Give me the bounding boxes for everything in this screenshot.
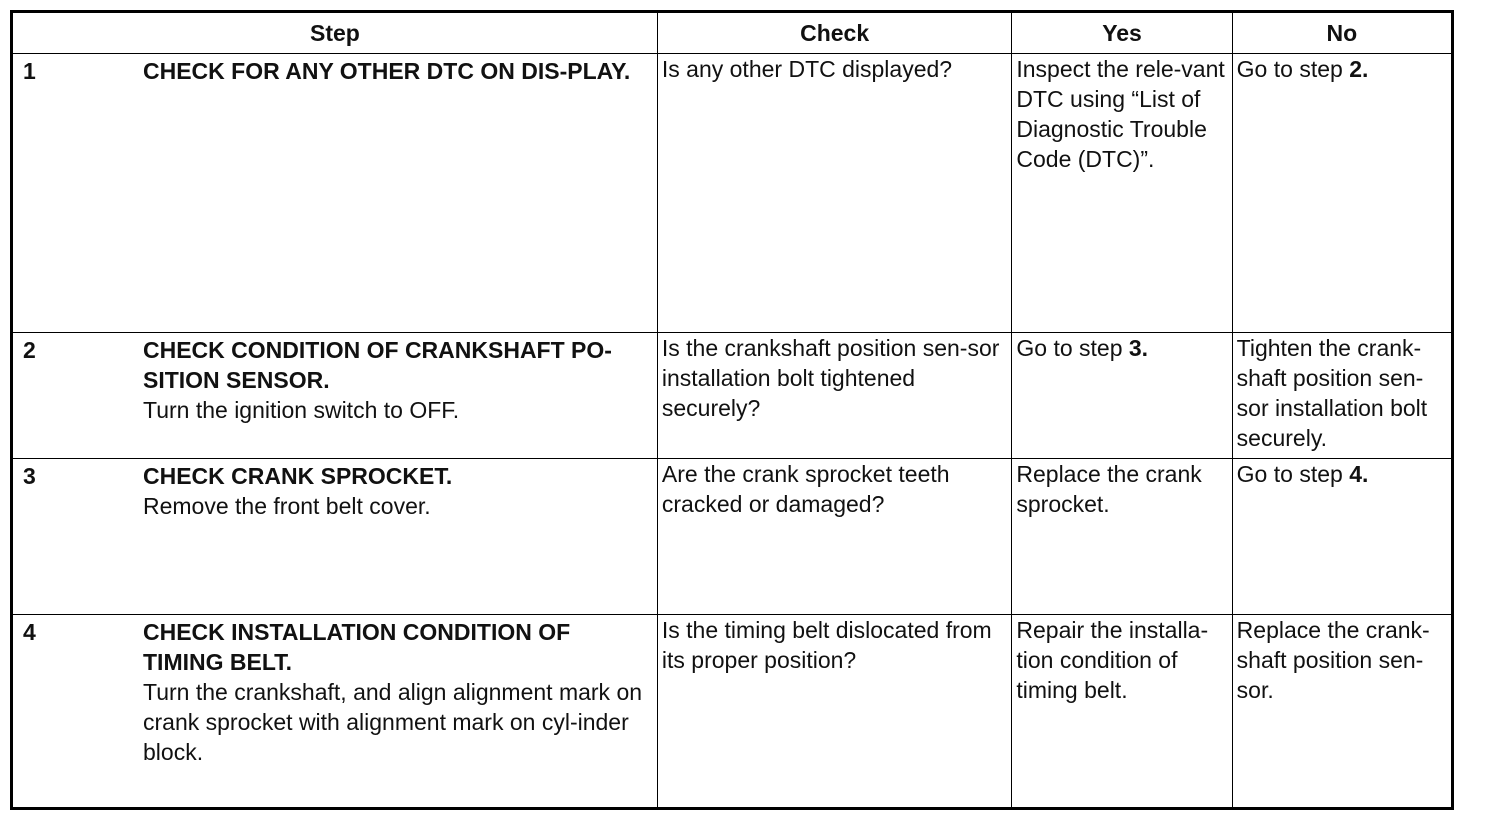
no-cell <box>1232 333 1452 459</box>
yes-cell <box>1012 54 1232 333</box>
header-row <box>12 12 1453 54</box>
no-text: Tighten the crank-shaft position sen-sor installation bolt securely. <box>1236 335 1428 451</box>
table-row <box>12 615 1453 809</box>
check-cell: Is the crankshaft position sen-sor installation bolt tightened securely? <box>657 333 1011 459</box>
header-yes: Yes <box>1012 12 1232 54</box>
check-cell: Are the crank sprocket teeth cracked or damaged? <box>657 459 1011 615</box>
yes-step-ref: 3. <box>1128 335 1149 361</box>
step-instruction: Remove the front belt cover. <box>143 493 431 519</box>
yes-cell <box>1012 615 1232 809</box>
step-number: 4 <box>23 619 36 645</box>
check-cell: Is any other DTC displayed? <box>657 54 1011 333</box>
table-row <box>12 459 1453 615</box>
header-no: No <box>1232 12 1452 54</box>
no-step-ref: 4. <box>1349 461 1369 487</box>
step-number: 1 <box>23 58 36 84</box>
no-step-ref: 2. <box>1349 56 1369 82</box>
table-row <box>12 54 1453 333</box>
no-text: Go to step <box>1236 56 1350 82</box>
table-row <box>12 333 1453 459</box>
step-number: 3 <box>23 463 36 489</box>
step-number: 2 <box>23 337 36 363</box>
step-cell <box>12 615 658 809</box>
check-cell: Is the timing belt dislocated from its proper position? <box>657 615 1011 809</box>
yes-text: Go to step <box>1016 335 1129 361</box>
step-title: CHECK CONDITION OF CRANKSHAFT PO-SITION SENSOR. <box>143 337 612 393</box>
diagnostic-table <box>10 10 1454 810</box>
no-text: Go to step <box>1236 461 1350 487</box>
step-cell <box>12 54 658 333</box>
header-step: Step <box>12 12 658 54</box>
header-check: Check <box>657 12 1011 54</box>
step-title: CHECK FOR ANY OTHER DTC ON DIS-PLAY. <box>143 58 631 84</box>
no-text: Replace the crank-shaft position sen-sor. <box>1236 617 1430 703</box>
no-cell <box>1232 54 1452 333</box>
yes-text: Inspect the rele-vant DTC using “List of Diagnostic Trouble Code (DTC)”. <box>1016 56 1225 172</box>
step-cell <box>12 333 658 459</box>
no-cell <box>1232 459 1452 615</box>
step-title: CHECK INSTALLATION CONDITION OF TIMING BELT. <box>143 619 571 675</box>
step-title: CHECK CRANK SPROCKET. <box>143 463 453 489</box>
no-cell <box>1232 615 1452 809</box>
step-instruction: Turn the crankshaft, and align alignment mark on crank sprocket with alignment mark on cyl-inder block. <box>143 679 643 765</box>
yes-cell <box>1012 333 1232 459</box>
yes-text: Replace the crank sprocket. <box>1016 461 1202 517</box>
step-cell <box>12 459 658 615</box>
step-instruction: Turn the ignition switch to OFF. <box>143 397 460 423</box>
yes-text: Repair the installa-tion condition of timing belt. <box>1016 617 1209 703</box>
yes-cell <box>1012 459 1232 615</box>
